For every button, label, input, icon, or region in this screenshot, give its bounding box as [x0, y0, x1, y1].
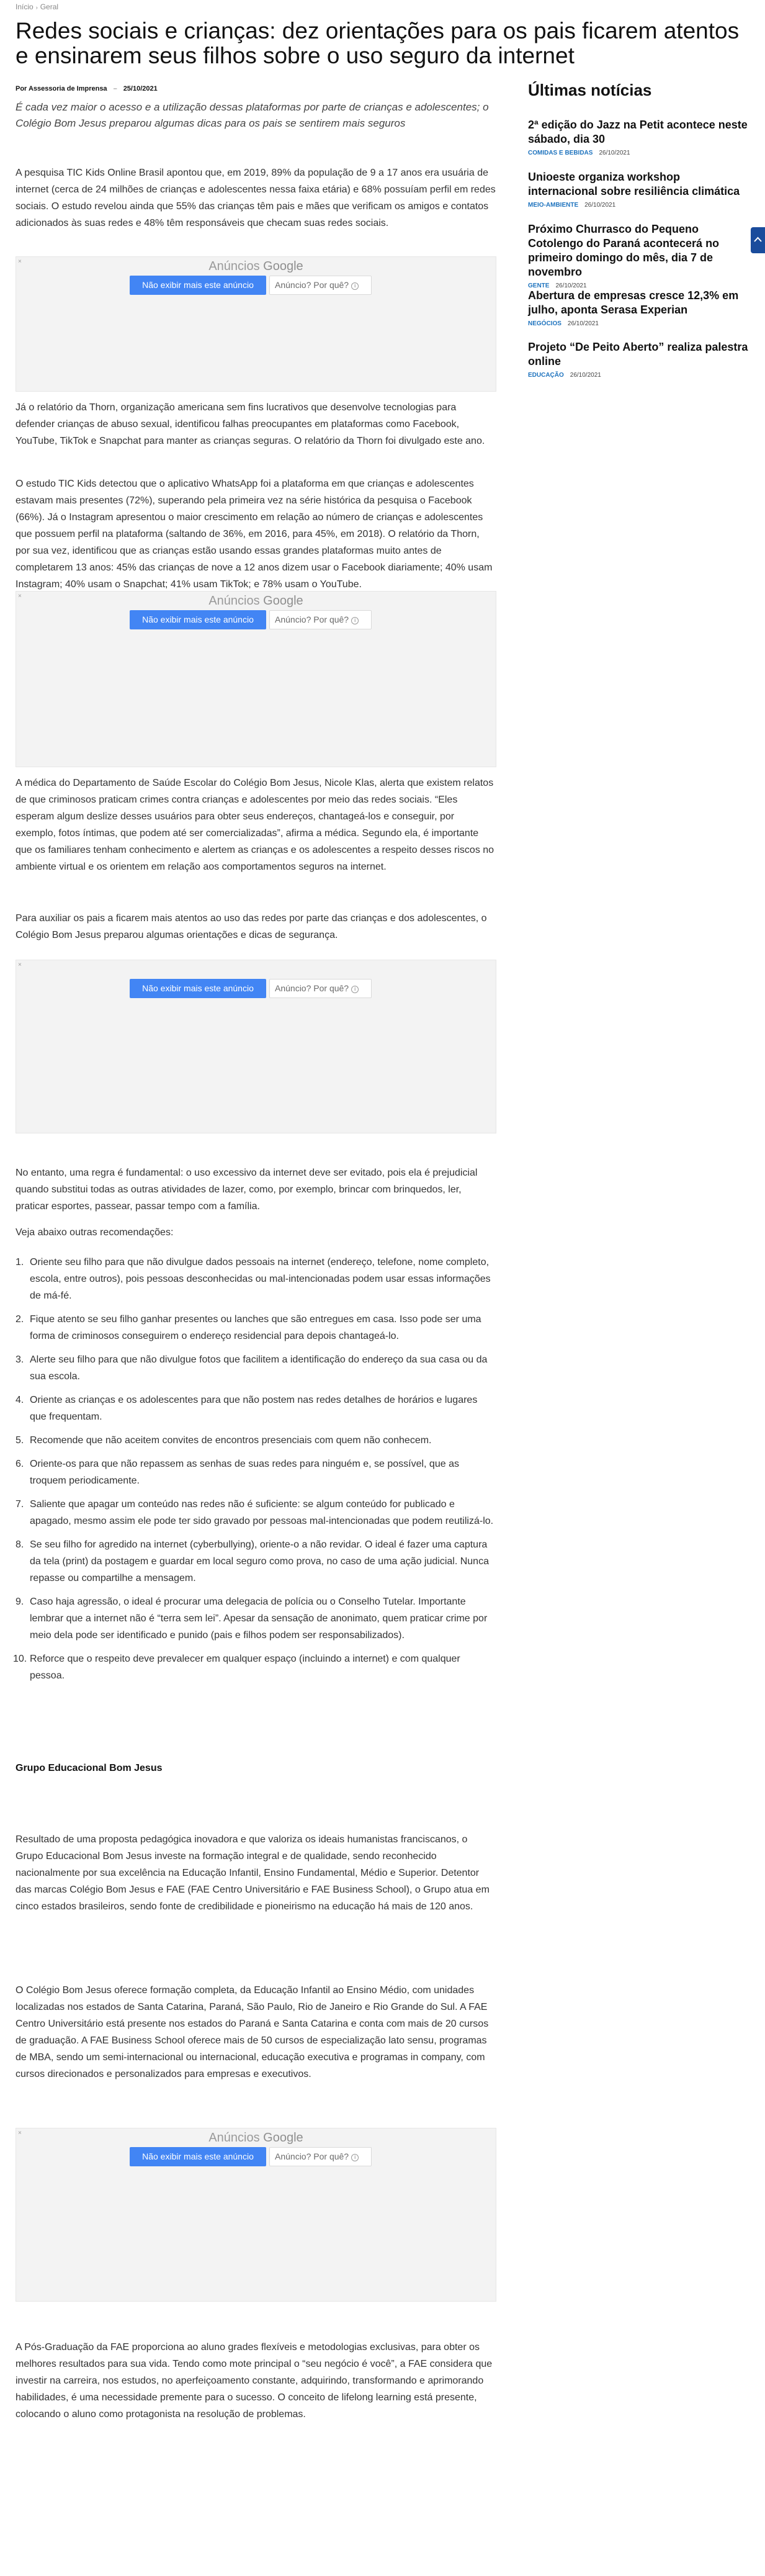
- breadcrumb-section[interactable]: Geral: [40, 2, 59, 11]
- news-category[interactable]: GENTE: [528, 282, 550, 289]
- news-date: 26/10/2021: [599, 150, 630, 156]
- list-item: 8. Se seu filho for agredido na internet (cyberbullying), oriente-o a não revidar. O ideal é fazer uma captura da tela (print) da postagem e guardar em local seguro como prova, no caso de uma ação judicial. Nunca repasse ou compartilhe a mensagem.: [16, 1539, 489, 1583]
- ad-close-icon[interactable]: ×: [18, 2130, 22, 2137]
- list-item: 4. Oriente as crianças e os adolescentes para que não postem nas redes detalhes de horários e lugares que frequentam.: [16, 1395, 478, 1422]
- info-icon: i: [351, 2154, 359, 2161]
- ad-slot[interactable]: [16, 591, 496, 767]
- article-paragraph: Veja abaixo outras recomendações:: [16, 1227, 174, 1238]
- news-date: 26/10/2021: [567, 320, 599, 327]
- sidebar-title: Últimas notícias: [528, 81, 652, 99]
- article-paragraph: A médica do Departamento de Saúde Escolar do Colégio Bom Jesus, Nicole Klas, alerta que existem relatos de que criminosos praticam crimes contra crianças e adolescentes por meio das redes sociais. “Eles esperam algum deslize desses usuários para obter seus endereços, chantageá-los e conseguir, por exemplo, fotos íntimas, que podem até ser comercializadas”, afirma a médica. Segundo ela, é importante que os familiares tenham conhecimento e alertem as crianças e os adolescentes a respeito desses riscos no ambiente virtual e os orientem em relação aos comportamentos seguros na internet.: [16, 778, 494, 872]
- news-item[interactable]: [528, 222, 751, 289]
- list-item: 1. Oriente seu filho para que não divulgue dados pessoais na internet (endereço, telefone, nome completo, escola, entre outros), pois pessoas desconhecidas ou mal-intencionadas podem usar essas informações de má-fé.: [16, 1257, 491, 1301]
- article-author[interactable]: Por Assessoria de Imprensa: [16, 85, 107, 92]
- recommendations-list: [13, 1254, 496, 1763]
- news-date: 26/10/2021: [555, 282, 587, 289]
- stop-seeing-ad-button[interactable]: Não exibir mais este anúncio: [130, 2147, 266, 2166]
- group-heading: Grupo Educacional Bom Jesus: [16, 1763, 163, 1773]
- info-icon: i: [351, 282, 359, 290]
- article-paragraph: A pesquisa TIC Kids Online Brasil apontou que, em 2019, 89% da população de 9 a 17 anos era usuária de internet (cerca de 24 milhões de crianças e adolescentes nessa faixa etária) e 68% possuíam perfil em redes sociais. O estudo revelou ainda que 55% das crianças têm pais e mães que verificam os amigos e contatos adicionados às suas redes e 48% têm responsáveis que checam suas redes sociais.: [16, 168, 496, 228]
- ads-label: Anúncios: [208, 259, 260, 273]
- ad-slot[interactable]: [16, 2128, 496, 2302]
- info-icon: i: [351, 617, 359, 624]
- meta-separator: –: [113, 85, 117, 92]
- list-item: 2. Fique atento se seu filho ganhar presentes ou lanches que são entregues em casa. Isso pode ser uma forma de criminosos conseguirem o endereço residencial para depois chantageá-lo.: [16, 1314, 481, 1341]
- article-paragraph: O estudo TIC Kids detectou que o aplicativo WhatsApp foi a plataforma em que crianças e adolescentes estavam mais presentes (72%), superando pela primeira vez na série histórica da pesquisa o Facebook (66%). Já o Instagram apresentou o maior crescimento em relação ao número de crianças e adolescentes que possuem perfil na plataforma (saltando de 36%, em 2016, para 45%, em 2018). O relatório da Thorn, por sua vez, identificou que as crianças estão usando essas grandes plataformas muito antes de completarem 13 anos: 45% das crianças de nove a 12 anos dizem usar o Facebook diariamente; 40% usam Instagram; 40% usam o Snapchat; 41% usam TikTok; e 78% usam o YouTube.: [16, 479, 493, 590]
- stop-seeing-ad-button[interactable]: Não exibir mais este anúncio: [130, 979, 266, 998]
- scroll-to-top-button[interactable]: [751, 227, 765, 253]
- article-paragraph: Para auxiliar os pais a ficarem mais atentos ao uso das redes por parte das crianças e dos adolescentes, o Colégio Bom Jesus preparou algumas orientações e dicas de segurança.: [16, 913, 487, 940]
- article-paragraph: Resultado de uma proposta pedagógica inovadora e que valoriza os ideais humanistas franciscanos, o Grupo Educacional Bom Jesus investe na formação integral e de qualidade, sendo reconhecido nacionalmente por sua excelência na Educação Infantil, Ensino Fundamental, Médio e Superior. Detentor das marcas Colégio Bom Jesus e FAE (FAE Centro Universitário e FAE Business School), o Grupo atua em cinco estados brasileiros, sendo fonte de credibilidade e pioneirismo na educação há mais de 120 anos.: [16, 1834, 490, 1912]
- why-this-ad-label: Anúncio? Por quê?: [275, 983, 349, 993]
- why-this-ad-label: Anúncio? Por quê?: [275, 2151, 349, 2161]
- ads-by-google-label: [16, 594, 496, 608]
- breadcrumb-home[interactable]: Início: [16, 2, 34, 11]
- list-item: 7. Saliente que apagar um conteúdo nas redes não é suficiente: se algum conteúdo for publicado e apagado, mesmo assim ele pode ter sido gravado por pessoas mal-intencionadas que podem reutilizá-lo.: [16, 1499, 494, 1526]
- news-item[interactable]: [528, 340, 751, 379]
- why-this-ad-label: Anúncio? Por quê?: [275, 615, 349, 624]
- list-item: 5. Recomende que não aceitem convites de encontros presenciais com quem não conhecem.: [16, 1435, 432, 1446]
- ads-by-google-label: [16, 259, 496, 274]
- breadcrumb-separator-icon: ›: [35, 4, 38, 11]
- stop-seeing-ad-button[interactable]: Não exibir mais este anúncio: [130, 610, 266, 629]
- article-date: 25/10/2021: [123, 85, 158, 92]
- list-item: 9. Caso haja agressão, o ideal é procurar uma delegacia de polícia ou o Conselho Tutelar. Importante lembrar que a internet não é “terra sem lei”. Apesar da sensação de anonimato, quem praticar crime por meio dela pode ser identificado e punido (pais e filhos podem ser responsabilizados).: [16, 1596, 488, 1641]
- ads-by-google-label: [16, 2131, 496, 2145]
- google-brand-label: Google: [263, 594, 303, 608]
- latest-news-sidebar: [528, 81, 751, 379]
- news-category[interactable]: EDUCAÇÃO: [528, 372, 564, 379]
- news-headline[interactable]: Abertura de empresas cresce 12,3% em julho, aponta Serasa Experian: [528, 289, 739, 316]
- ad-slot[interactable]: [16, 256, 496, 392]
- google-brand-label: Google: [263, 2131, 303, 2145]
- list-item: 6. Oriente-os para que não repassem as senhas de suas redes para ninguém e, se possível, que as troquem periodicamente.: [16, 1459, 459, 1486]
- article-lead: É cada vez maior o acesso e a utilização dessas plataformas por parte de crianças e adolescentes; o Colégio Bom Jesus preparou algumas dicas para os pais se sentirem mais seguros: [16, 101, 489, 129]
- page-title: Redes sociais e crianças: dez orientações para os pais ficarem atentos e ensinarem seus filhos sobre o uso seguro da internet: [16, 18, 740, 68]
- ad-close-icon[interactable]: ×: [18, 258, 22, 265]
- article-paragraph: A Pós-Graduação da FAE proporciona ao aluno grades flexíveis e metodologias exclusivas, para obter os melhores resultados para sua vida. Tendo como mote principal o “seu negócio é você”, a FAE considera que investir na carreira, nos estudos, no aperfeiçoamento constante, adquirindo, transformando e aprimorando habilidades, é uma necessidade premente para o sucesso. O conceito de lifelong learning está presente, colocando o aluno como protagonista na resolução de problemas.: [16, 2342, 493, 2420]
- article-body: [13, 99, 496, 2423]
- why-this-ad-button[interactable]: [269, 2147, 372, 2166]
- news-item[interactable]: [528, 289, 751, 327]
- article-paragraph: No entanto, uma regra é fundamental: o uso excessivo da internet deve ser evitado, pois ela é prejudicial quando substitui todas as outras atividades de lazer, como, por exemplo, brincar com brinquedos, ler, praticar esportes, passear, passar tempo com a família.: [16, 1168, 478, 1212]
- news-headline[interactable]: Projeto “De Peito Aberto” realiza palestra online: [528, 341, 748, 367]
- why-this-ad-button[interactable]: [269, 979, 372, 998]
- news-date: 26/10/2021: [584, 202, 616, 209]
- article-paragraph: Já o relatório da Thorn, organização americana sem fins lucrativos que desenvolve tecnologias para defender crianças de abuso sexual, identificou falhas preocupantes em plataformas como Facebook, YouTube, TikTok e Snapchat para manter as crianças seguras. O relatório da Thorn foi divulgado este ano.: [16, 402, 485, 446]
- news-headline[interactable]: Próximo Churrasco do Pequeno Cotolengo do Paraná acontecerá no primeiro domingo do mês, dia 7 de novembro: [528, 223, 720, 278]
- info-icon: i: [351, 986, 359, 993]
- news-category[interactable]: MEIO-AMBIENTE: [528, 202, 579, 209]
- article-paragraph: O Colégio Bom Jesus oferece formação completa, da Educação Infantil ao Ensino Médio, com unidades localizadas nos estados de Santa Catarina, Paraná, São Paulo, Rio de Janeiro e Rio Grande do Sul. A FAE Centro Universitário está presente nos estados do Paraná e Santa Catarina e conta com mais de 20 cursos de graduação. A FAE Business School oferece mais de 50 cursos de especialização lato sensu, programas de MBA, sendo um semi-internacional ou internacional, educação executiva e programas in company, com cursos direcionados e personalizados para empresas e executivos.: [16, 1985, 489, 2079]
- stop-seeing-ad-button[interactable]: Não exibir mais este anúncio: [130, 276, 266, 295]
- google-brand-label: Google: [263, 259, 303, 273]
- list-item: 3. Alerte seu filho para que não divulgue fotos que facilitem a identificação do endereço da sua casa ou da sua escola.: [16, 1354, 488, 1382]
- why-this-ad-button[interactable]: [269, 276, 372, 295]
- list-item: 10. Reforce que o respeito deve prevalecer em qualquer espaço (incluindo a internet) e com qualquer pessoa.: [13, 1654, 460, 1681]
- news-headline[interactable]: Unioeste organiza workshop internacional sobre resiliência climática: [528, 171, 740, 197]
- ad-close-icon[interactable]: ×: [18, 593, 22, 600]
- news-category[interactable]: COMIDAS E BEBIDAS: [528, 150, 593, 156]
- breadcrumb: [16, 2, 58, 11]
- why-this-ad-label: Anúncio? Por quê?: [275, 280, 349, 290]
- why-this-ad-button[interactable]: [269, 610, 372, 629]
- ad-slot[interactable]: [16, 960, 496, 1133]
- ads-label: Anúncios: [208, 2131, 260, 2145]
- news-date: 26/10/2021: [570, 372, 601, 379]
- news-item[interactable]: [528, 170, 751, 209]
- ad-close-icon[interactable]: ×: [18, 961, 22, 968]
- news-category[interactable]: NEGÓCIOS: [528, 320, 561, 327]
- news-headline[interactable]: 2ª edição do Jazz na Petit acontece neste sábado, dia 30: [528, 119, 748, 145]
- news-item[interactable]: [528, 118, 751, 156]
- ads-label: Anúncios: [208, 594, 260, 608]
- article-meta: [16, 85, 158, 92]
- chevron-up-icon: [754, 236, 762, 243]
